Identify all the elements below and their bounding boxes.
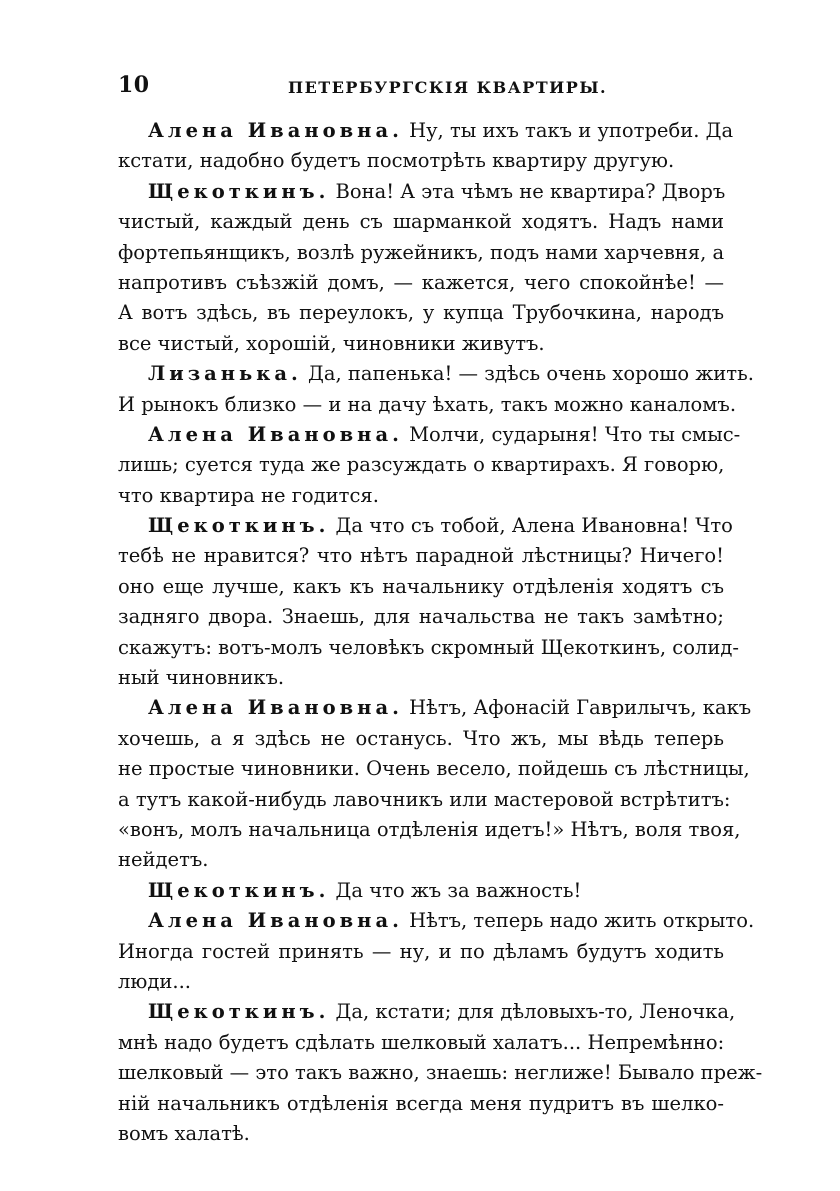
speaker-name: Щекоткинъ. — [148, 179, 330, 203]
page-number: 10 — [118, 72, 150, 98]
text-line: кстати, надобно будетъ посмотрѣть квартиру другую. — [118, 149, 675, 173]
text-line: чистый, каждый день съ шарманкой ходятъ. Надъ нами — [118, 210, 724, 234]
paragraph — [118, 177, 724, 359]
speaker-name: Алена Ивановна. — [148, 909, 403, 933]
text-line: фортепьянщикъ, возлѣ ружейникъ, подъ нами харчевня, а — [118, 240, 725, 264]
speaker-name: Алена Ивановна. — [148, 119, 403, 142]
text-line: все чистый, хорошій, чиновники живутъ. — [118, 331, 545, 355]
text-line: шелковый — это такъ важно, знаешь: неглиже! Бывало преж- — [118, 1061, 763, 1085]
text-line: нейдетъ. — [118, 848, 209, 872]
line-text: Ну, ты ихъ такъ и употреби. Да — [402, 119, 734, 142]
text-line: мнѣ надо будетъ сдѣлать шелковый халатъ... Непремѣнно: — [118, 1030, 725, 1054]
paragraph — [118, 876, 724, 906]
text-line: А вотъ здѣсь, въ переулокъ, у купца Трубочкина, народъ — [118, 301, 724, 325]
line-text: Молчи, сударыня! Что ты смыс- — [402, 422, 741, 446]
line-text: Нѣтъ, теперь надо жить открыто. — [402, 909, 755, 933]
text-line: И рынокъ близко — и на дачу ѣхать, такъ можно каналомъ. — [118, 392, 737, 416]
paragraph — [118, 693, 752, 875]
text-line: задняго двора. Знаешь, для начальства не такъ замѣтно; — [118, 605, 724, 629]
line-text: Да, кстати; для дѣловыхъ-то, Леночка, — [329, 1000, 736, 1024]
text-line: ный чиновникъ. — [118, 666, 285, 690]
text-line: люди... — [118, 969, 191, 993]
text-line — [118, 116, 734, 146]
text-line — [118, 420, 741, 450]
speaker-name: Щекоткинъ. — [148, 878, 330, 902]
running-title: ПЕТЕРБУРГСКІЯ КВАРТИРЫ. — [288, 78, 608, 97]
line-text: Нѣтъ, Афонасій Гаврилычъ, какъ — [402, 696, 752, 720]
speaker-name: Лизанька. — [148, 362, 302, 386]
line-text: Да, папенька! — здѣсь очень хорошо жить. — [301, 362, 754, 386]
text-line: ній начальникъ отдѣленія всегда меня пудритъ въ шелко- — [118, 1091, 724, 1115]
paragraph — [118, 420, 741, 511]
speaker-name: Алена Ивановна. — [148, 696, 403, 720]
speaker-name: Щекоткинъ. — [148, 514, 330, 538]
speaker-name: Алена Ивановна. — [148, 422, 403, 446]
line-text: Да что жъ за важность! — [329, 878, 582, 902]
text-line: напротивъ съѣзжій домъ, — кажется, чего спокойнѣе! — — [118, 270, 724, 294]
text-line — [118, 997, 736, 1027]
text-line — [118, 876, 724, 906]
text-line — [118, 693, 752, 723]
text-line: что квартира не годится. — [118, 483, 379, 507]
paragraph — [118, 906, 755, 997]
paragraph — [118, 511, 739, 693]
paragraph — [118, 997, 763, 1149]
text-line: лишь; суется туда же разсуждать о квартирахъ. Я говорю, — [118, 453, 725, 477]
line-text: Да что съ тобой, Алена Ивановна! Что — [329, 514, 733, 538]
text-line: а тутъ какой-нибудь лавочникъ или мастеровой встрѣтитъ: — [118, 787, 731, 811]
text-body — [118, 116, 763, 1149]
text-line: оно еще лучше, какъ къ начальнику отдѣленія ходятъ съ — [118, 574, 724, 598]
text-line: «вонъ, молъ начальница отдѣленія идетъ!» Нѣтъ, воля твоя, — [118, 817, 741, 841]
text-line — [118, 906, 755, 936]
text-line — [118, 511, 733, 541]
text-line — [118, 177, 724, 207]
text-line: скажутъ: вотъ-молъ человѣкъ скромный Щекоткинъ, солид- — [118, 635, 739, 659]
speaker-name: Щекоткинъ. — [148, 1000, 330, 1024]
paragraph — [118, 359, 754, 420]
text-line — [118, 359, 754, 389]
text-line: тебѣ не нравится? что нѣтъ парадной лѣстницы? Ничего! — [118, 544, 724, 568]
paragraph — [118, 116, 734, 177]
text-line: Иногда гостей принять — ну, и по дѣламъ будутъ ходить — [118, 939, 724, 963]
text-line: не простые чиновники. Очень весело, пойдешь съ лѣстницы, — [118, 757, 750, 781]
text-line: вомъ халатѣ. — [118, 1121, 250, 1145]
line-text: Вона! А эта чѣмъ не квартира? Дворъ — [329, 179, 726, 203]
text-line: хочешь, а я здѣсь не останусь. Что жъ, мы вѣдь теперь — [118, 726, 724, 750]
